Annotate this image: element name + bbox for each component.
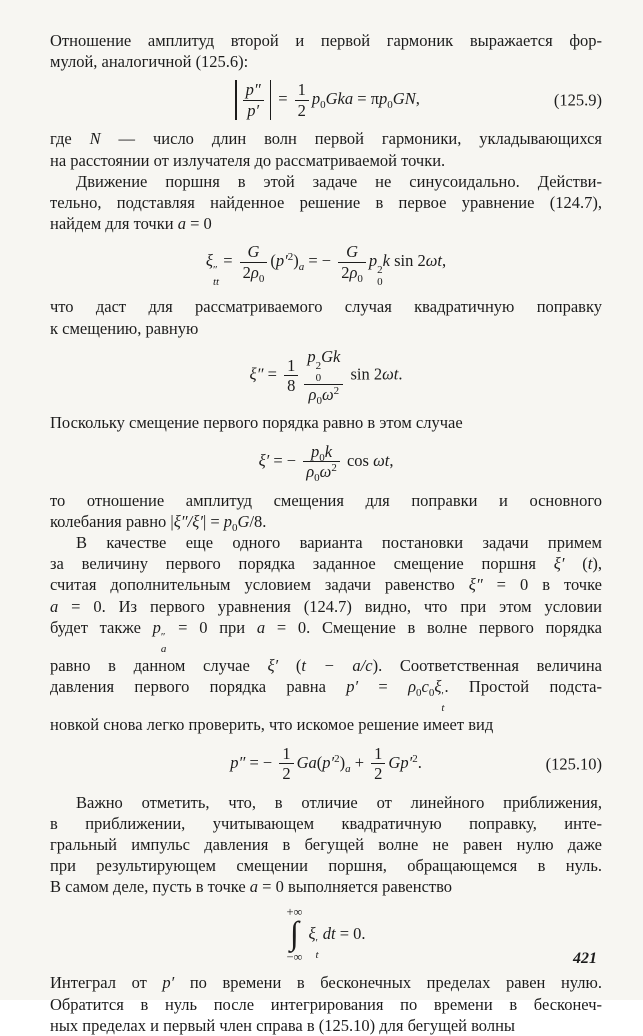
fraction-denominator [284, 376, 298, 395]
math-text: = − [245, 752, 277, 772]
text-line [50, 574, 602, 595]
fraction [240, 242, 268, 285]
math-text: p′ [247, 100, 260, 120]
text-line [50, 714, 602, 735]
fraction-numerator [338, 242, 366, 262]
math-text: . [417, 752, 422, 772]
math-text: ных пределах и первый член справа в (125.10) для бегущей волны [50, 1015, 515, 1035]
math-text: будет также [50, 617, 153, 637]
integral-glyph: ∫ [289, 916, 299, 953]
math-text: N [89, 129, 101, 149]
text-line [50, 511, 602, 532]
math-text: Важно отметить, что, в отличие от линейного приближения, [76, 792, 602, 812]
math-text: что даст для рассматриваемого случая квадратичную поправку [50, 297, 602, 317]
math-text: ( [316, 752, 323, 772]
text-line [50, 994, 602, 1015]
math-text: ). Соответственная величина [372, 655, 602, 675]
math-text: = 0. [335, 923, 366, 943]
text-line [50, 30, 602, 51]
math-text: 2 [297, 100, 306, 120]
text-line [50, 834, 602, 855]
integral-sign [286, 906, 302, 965]
fraction [304, 347, 343, 405]
math-text: 0 [316, 394, 322, 407]
math-text: ξ′ [267, 655, 279, 675]
math-text: . Простой подста- [444, 677, 602, 697]
math-text: p′ [275, 251, 288, 271]
math-text: t − a/c [301, 655, 373, 675]
fraction-denominator [371, 764, 385, 783]
math-text: ρ [349, 262, 358, 282]
fraction-numerator [295, 80, 309, 100]
math-text: = [263, 364, 282, 384]
math-text: ρ [250, 262, 259, 282]
math-text: 1 [282, 743, 291, 763]
math-text: G [346, 242, 358, 262]
fraction [371, 744, 385, 784]
math-text: Gka [325, 89, 354, 109]
text-line [50, 1015, 602, 1036]
math-text: ρ [306, 462, 315, 482]
math-text: Движение поршня в этой задаче не синусоидально. Действи- [76, 171, 602, 191]
math-text: a [298, 261, 305, 274]
math-text: 2 [374, 764, 383, 784]
math-text: 1 [374, 743, 383, 763]
math-text: ξ′ [553, 554, 565, 574]
math-text: /8. [249, 511, 267, 531]
math-text: p″ [245, 80, 261, 100]
equation [50, 744, 602, 784]
math-text: равно в данном случае [50, 655, 268, 675]
text-line [50, 490, 602, 511]
subscript: t [315, 948, 319, 961]
superscript: ″ [160, 630, 166, 643]
equation [50, 242, 602, 288]
equation [50, 441, 602, 485]
text-line [50, 655, 602, 676]
math-text: за величину первого порядка заданное смещение поршня [50, 554, 554, 574]
page-number: 421 [573, 950, 597, 967]
fraction-numerator [304, 347, 343, 385]
fraction-denominator [303, 462, 340, 485]
math-text: ρ [408, 677, 416, 697]
math-text: 2 [333, 384, 340, 397]
subscript: a [160, 642, 167, 655]
math-text: cos [342, 450, 374, 470]
math-text: = 0. Смещение в волне первого порядка [265, 617, 602, 637]
text-line [50, 150, 602, 171]
math-text: В качестве еще одного варианта постановки задачи примем [76, 532, 602, 552]
math-text: dt [322, 923, 336, 943]
math-text: 2 [341, 262, 350, 282]
page-body [50, 30, 602, 1036]
fraction-numerator [243, 80, 264, 100]
math-text: 2 [412, 752, 418, 765]
math-text: G [237, 511, 250, 531]
math-text: ) [339, 752, 346, 772]
fraction-numerator [371, 744, 385, 764]
math-text: ξ″/ξ′ [173, 511, 203, 531]
math-text: = 0. Из первого уравнения (124.7) видно, что при этом условии [58, 596, 602, 616]
math-text: Gk [321, 346, 341, 366]
text-line [50, 972, 602, 993]
math-text: = 0 при [166, 617, 257, 637]
math-text: p [311, 441, 320, 461]
text-line [50, 412, 602, 433]
fraction-numerator [279, 744, 293, 764]
math-text: = 0 [185, 214, 212, 234]
math-text: p′ [322, 752, 335, 772]
text-line [50, 553, 602, 574]
math-text: ω [319, 462, 332, 482]
fraction-denominator [243, 101, 264, 120]
fraction-numerator [284, 356, 298, 376]
math-text: Интеграл от [50, 973, 163, 993]
math-text: Отношение амплитуд второй и первой гармоник выражается фор- [50, 31, 602, 50]
math-text: по времени в бесконечных пределах равен нулю. [174, 973, 602, 993]
math-text: ωt [373, 450, 390, 470]
math-text: a [177, 214, 186, 234]
equation-content [206, 242, 446, 288]
text-line [50, 296, 602, 317]
fraction [295, 80, 309, 120]
text-line [50, 596, 602, 617]
math-text: + [350, 752, 369, 772]
math-text: 0 [314, 472, 320, 485]
math-text: p″ [230, 752, 246, 772]
math-text: ), [592, 554, 603, 574]
text-line [50, 532, 602, 553]
text-line [50, 318, 602, 339]
math-text: 0 [357, 272, 363, 285]
fraction-denominator [338, 262, 366, 285]
integral-lower-limit: −∞ [286, 949, 303, 964]
math-text: В самом деле, пусть в точке [50, 877, 250, 897]
math-text: k [324, 441, 333, 461]
equation-content [286, 906, 365, 965]
math-text: sin 2 [389, 251, 426, 271]
text-line [50, 813, 602, 834]
equation [50, 347, 602, 405]
fraction-denominator [279, 764, 293, 783]
abs-bar [235, 80, 236, 120]
math-text: — число длин волн первой гармоники, укладывающихся [100, 129, 602, 149]
math-text: считая дополнительным условием задачи равенство [50, 575, 469, 595]
math-text: 2 [242, 262, 251, 282]
math-text: . [398, 364, 403, 384]
math-text: Поскольку смещение первого порядка равно в этом случае [50, 413, 463, 433]
text-line [50, 792, 602, 813]
math-text: 1 [287, 355, 296, 375]
fraction-denominator [304, 384, 343, 407]
subscript: 0 [315, 371, 322, 384]
fraction [303, 441, 340, 485]
equation [50, 80, 602, 120]
equation-content [250, 347, 403, 405]
math-text: 0 [387, 99, 393, 112]
math-text: ξ′ [258, 450, 270, 470]
fraction [279, 744, 293, 784]
fraction-denominator [295, 101, 309, 120]
math-text: = 0 выполняется равенство [258, 877, 453, 897]
integral-upper-limit: +∞ [286, 904, 303, 919]
equation [50, 906, 602, 965]
text-line [50, 171, 602, 192]
abs-bar [270, 80, 271, 120]
math-text: 8 [287, 376, 296, 396]
text-line [50, 128, 602, 149]
math-text: колебания равно | [50, 511, 174, 531]
subscript: 0 [377, 276, 383, 289]
math-text: 2 [334, 752, 340, 765]
text-line [50, 855, 602, 876]
math-text: = [358, 677, 409, 697]
math-text: 1 [297, 80, 306, 100]
math-text: p [307, 346, 316, 366]
math-text: 0 [320, 99, 326, 112]
math-text: 2 [331, 462, 337, 475]
fraction [284, 356, 298, 396]
text-line [50, 676, 602, 714]
math-text: t [587, 554, 593, 574]
math-text: 2 [287, 251, 294, 264]
superscript: ″ [212, 264, 218, 277]
math-text: p′ [162, 973, 175, 993]
fraction-denominator [240, 262, 268, 285]
superscript: 2 [315, 359, 322, 372]
math-text: ) [293, 251, 299, 271]
math-text: мулой, аналогичной (125.6): [50, 52, 249, 72]
math-text: в приближении, учитывающем квадратичную поправку, инте- [50, 813, 602, 833]
math-text: ξ [308, 923, 316, 943]
text-line [50, 213, 602, 234]
math-text: 0 [232, 521, 238, 534]
math-text: = π [353, 89, 380, 109]
fraction [338, 242, 366, 285]
math-text: 0 [428, 687, 435, 700]
math-text: ( [278, 655, 302, 675]
math-text: = − [269, 450, 301, 470]
math-text: p [311, 89, 321, 109]
math-text: 0 [319, 451, 325, 464]
math-text: ωt [425, 251, 442, 271]
math-text: k [382, 251, 390, 271]
math-text: ( [270, 251, 276, 271]
math-text: ωt [382, 364, 399, 384]
math-text: G [247, 242, 260, 262]
text-line [50, 192, 602, 213]
superscript: 2 [377, 264, 383, 277]
equation-content [230, 744, 422, 784]
math-text: 2 [282, 764, 291, 784]
subscript: tt [212, 276, 220, 289]
math-text: = 0 в точке [482, 575, 603, 595]
math-text: , [415, 89, 420, 109]
superscript: ′ [441, 690, 444, 703]
math-text: c [421, 677, 429, 697]
math-text: , [441, 251, 447, 271]
text-line [50, 617, 602, 655]
math-text: Ga [296, 752, 317, 772]
math-text: гральный импульс давления в бегущей волне не равен нулю даже [50, 834, 602, 854]
math-text: ξ″ [249, 364, 264, 384]
fraction [243, 80, 264, 120]
math-text: найдем для точки [50, 214, 178, 234]
subscript: t [441, 702, 445, 715]
fraction-numerator [240, 242, 268, 262]
math-text: к смещению, равную [50, 318, 199, 338]
text-line [50, 876, 602, 897]
superscript: ′ [315, 936, 318, 949]
math-text: 0 [415, 687, 422, 700]
math-text: ξ″ [468, 575, 483, 595]
math-text: ξ [205, 251, 213, 271]
math-text: на расстоянии от излучателя до рассматриваемой точки. [50, 150, 446, 170]
math-text: тельно, подставляя найденное решение в первое уравнение (124.7), [50, 193, 602, 213]
math-text: a [50, 596, 59, 616]
math-text: = − [304, 251, 336, 271]
math-text: p [368, 251, 378, 271]
math-text: p [379, 89, 388, 109]
math-text: p′ [346, 677, 359, 697]
math-text: 0 [258, 272, 265, 285]
math-text: p [152, 617, 161, 637]
math-text: | = [202, 511, 224, 531]
math-text: ( [564, 554, 588, 574]
text-line [50, 51, 602, 72]
math-text: где [50, 129, 90, 149]
math-text: ξ [434, 677, 442, 697]
math-text: a [256, 617, 266, 637]
math-text: a [345, 762, 351, 775]
math-text: a [249, 877, 259, 897]
equation-content [232, 80, 420, 120]
math-text: = [219, 251, 237, 271]
equation-number: (125.9) [553, 90, 602, 110]
math-text: то отношение амплитуд смещения для поправки и основного [50, 490, 602, 510]
fraction-numerator [303, 442, 340, 462]
equation-content [258, 441, 394, 485]
math-text: = [274, 89, 292, 109]
math-text: p [223, 511, 233, 531]
equation-number: (125.10) [545, 753, 602, 773]
math-text: давления первого порядка равна [50, 677, 347, 697]
math-text: GN [392, 89, 416, 109]
math-text: новкой снова легко проверить, что искомое решение имеет вид [50, 715, 494, 735]
math-text: при результирующем смещении поршня, обращающемся в нуль. [50, 856, 602, 876]
math-text: ω [321, 384, 334, 404]
math-text: sin 2 [346, 364, 383, 384]
math-text: Обратится в нуль после интегрирования по времени в бесконеч- [50, 994, 602, 1014]
math-text: Gp′ [388, 752, 413, 772]
math-text: ρ [308, 384, 317, 404]
math-text: , [389, 450, 394, 470]
